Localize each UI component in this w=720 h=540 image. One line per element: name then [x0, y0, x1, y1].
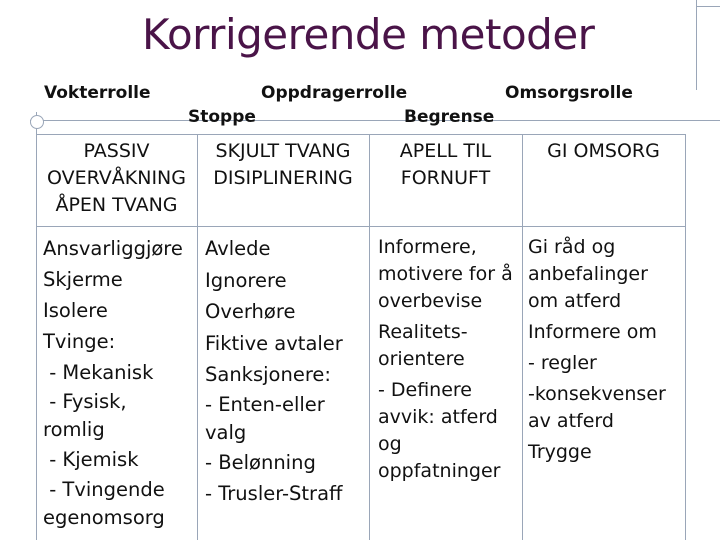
table-divider-2	[369, 134, 370, 540]
header-line: PASSIV	[83, 140, 150, 162]
list-item: - Trusler-Straff	[205, 482, 343, 505]
list-item: orientere	[378, 348, 465, 370]
list-item: Avlede	[205, 237, 271, 260]
list-item: Informere,	[378, 236, 477, 258]
list-item: - Tvingende	[43, 478, 165, 501]
page-title: Korrigerende metoder	[142, 10, 595, 59]
list-item: Realitets-	[378, 321, 468, 343]
table-divider-1	[197, 134, 198, 540]
body-cell-1	[43, 233, 183, 531]
list-item: Overhøre	[205, 300, 296, 323]
body-cell-3	[378, 234, 513, 485]
list-item: Fiktive avtaler	[205, 331, 343, 355]
list-item: egenomsorg	[43, 506, 165, 529]
role-oppdrager: Oppdragerrolle	[261, 83, 408, 103]
header-cell-1	[36, 138, 197, 219]
list-item: Tvinge:	[43, 330, 116, 353]
header-cell-2	[197, 138, 369, 192]
list-item: - Belønning	[205, 450, 316, 474]
list-item: om atferd	[528, 290, 622, 312]
body-cell-4	[528, 234, 666, 466]
list-item: - regler	[528, 352, 597, 374]
list-item: Trygge	[528, 441, 592, 463]
header-cell-3	[369, 138, 522, 192]
list-item: romlig	[43, 418, 105, 441]
label-stoppe: Stoppe	[188, 107, 256, 127]
list-item: overbevise	[378, 290, 483, 312]
role-vokter: Vokterrolle	[44, 83, 151, 103]
table-border-top	[36, 134, 686, 135]
table-divider-header	[36, 226, 686, 227]
list-item: Informere om	[528, 321, 657, 343]
list-item: anbefalinger	[528, 263, 648, 285]
table-border-right	[685, 134, 686, 540]
list-item: -konsekvenser	[528, 383, 666, 405]
list-item: - Enten-eller	[205, 392, 325, 416]
list-item: avvik: atferd	[378, 406, 498, 428]
list-item: valg	[205, 420, 247, 444]
header-cell-4	[522, 138, 685, 165]
list-item: Ansvarliggjøre	[43, 237, 183, 260]
header-line: GI OMSORG	[547, 140, 660, 162]
list-item: - Definere	[378, 379, 472, 401]
list-item: av atferd	[528, 410, 614, 432]
list-item: - Mekanisk	[43, 361, 154, 384]
table-divider-3	[522, 134, 523, 540]
list-item: Isolere	[43, 299, 108, 322]
list-item: Sanksjonere:	[205, 363, 331, 386]
list-item: - Kjemisk	[43, 448, 139, 471]
role-omsorg: Omsorgsrolle	[505, 83, 633, 103]
frame-circle-ornament	[30, 115, 44, 129]
list-item: Gi råd og	[528, 236, 616, 258]
list-item: oppfatninger	[378, 460, 501, 482]
header-line: FORNUFT	[400, 167, 491, 189]
header-line: DISIPLINERING	[213, 167, 353, 189]
list-item: Ignorere	[205, 268, 287, 292]
header-line: ÅPEN TVANG	[55, 194, 178, 216]
label-begrense: Begrense	[404, 107, 495, 127]
header-line: SKJULT TVANG	[215, 140, 351, 162]
frame-line-header	[30, 120, 720, 121]
header-line: APELL TIL	[399, 140, 492, 162]
frame-line-right-top	[696, 0, 697, 90]
list-item: motivere for å	[378, 263, 513, 285]
list-item: - Fysisk,	[43, 390, 127, 413]
list-item: Skjerme	[43, 268, 123, 291]
list-item: og	[378, 433, 402, 455]
frame-line-top-right	[696, 6, 720, 7]
header-line: OVERVÅKNING	[47, 167, 186, 189]
body-cell-2	[205, 233, 343, 510]
